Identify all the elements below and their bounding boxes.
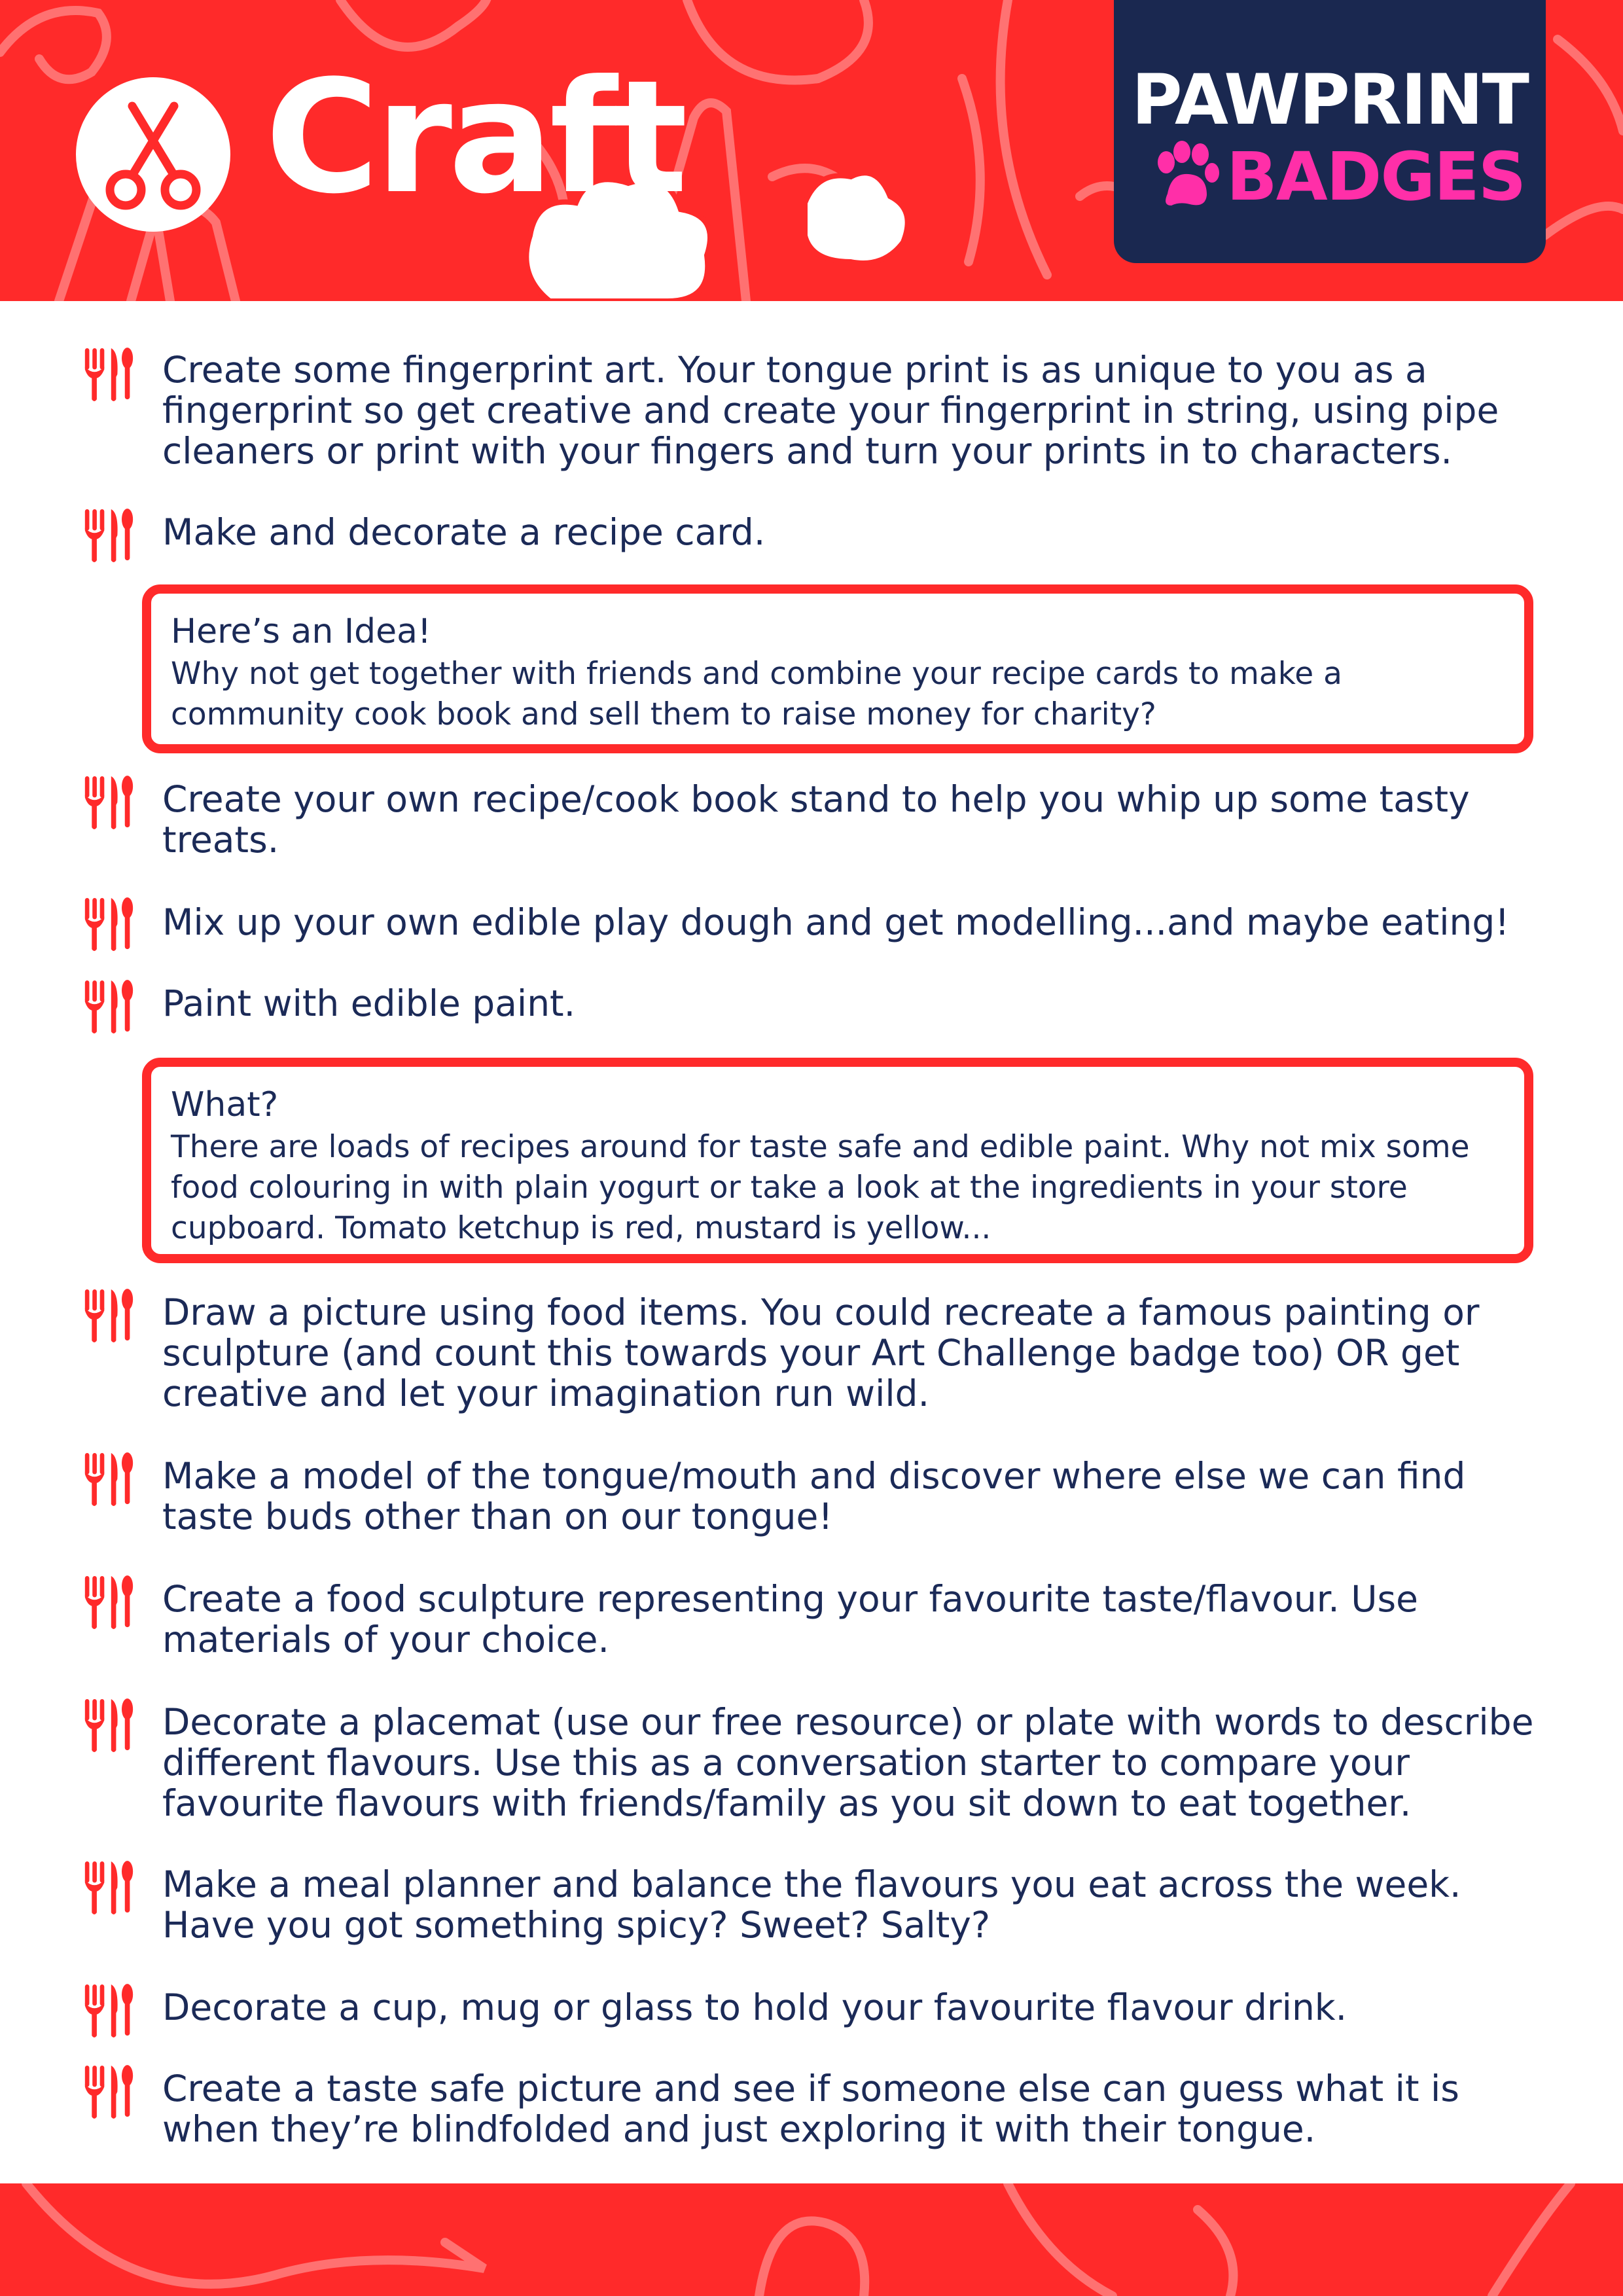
list-item: Decorate a cup, mug or glass to hold your favourite flavour drink.	[162, 1986, 1347, 2028]
cutlery-icon	[82, 507, 135, 565]
list-item: Decorate a placemat (use our free resource) or plate with words to describe different flavours. Use this as a conversation starter to compare your favourite flavours with friends/family as you sit down to eat together.	[162, 1701, 1534, 1824]
cutlery-icon	[82, 346, 135, 404]
scissors-icon-badge	[76, 77, 230, 232]
cutlery-icon	[82, 774, 135, 833]
list-item: Create some fingerprint art. Your tongue print is as unique to you as a fingerprint so get creative and create your fingerprint in string, using pipe cleaners or print with your fingers and turn your prints in to characters.	[162, 349, 1499, 472]
list-item: Create a taste safe picture and see if someone else can guess what it is when they’re blindfolded and just exploring it with their tongue.	[162, 2068, 1459, 2150]
callout-body: There are loads of recipes around for taste safe and edible paint. Why not mix some food colouring in with plain yogurt or take a look at the ingredients in your store cupboard. Tomato ketchup is red, mustard is yellow...	[171, 1129, 1470, 1246]
brand-line-badges: BADGES	[1226, 138, 1525, 216]
list-item: Create your own recipe/cook book stand to help you whip up some tasty treats.	[162, 778, 1470, 861]
cutlery-icon	[82, 1696, 135, 1755]
cutlery-icon	[82, 1287, 135, 1346]
list-item: Make a meal planner and balance the flavours you eat across the week. Have you got something spicy? Sweet? Salty?	[162, 1863, 1461, 1946]
callout-title: Here’s an Idea!	[171, 612, 431, 651]
list-item: Draw a picture using food items. You could recreate a famous painting or sculpture (and count this towards your Art Challenge badge too) OR get creative and let your imagination run wild.	[162, 1291, 1480, 1414]
scissors-icon	[76, 77, 230, 232]
what-callout	[142, 1058, 1533, 1263]
cutlery-icon	[82, 1859, 135, 1918]
callout-title: What?	[171, 1085, 279, 1124]
cutlery-icon	[82, 1573, 135, 1632]
cutlery-icon	[82, 895, 135, 954]
doodle-background	[0, 2183, 1623, 2296]
list-item: Make a model of the tongue/mouth and discover where else we can find taste buds other than on our tongue!	[162, 1455, 1466, 1537]
paw-icon	[1152, 140, 1220, 211]
cutlery-icon	[82, 1982, 135, 2041]
cutlery-icon	[82, 1450, 135, 1509]
cutlery-icon	[82, 2063, 135, 2122]
cutlery-icon	[82, 978, 135, 1037]
list-item: Mix up your own edible play dough and get modelling...and maybe eating!	[162, 901, 1510, 943]
page-title: Craft	[265, 47, 684, 228]
brand-logo	[1114, 0, 1546, 263]
header-banner	[0, 0, 1623, 301]
callout-body: Why not get together with friends and combine your recipe cards to make a community cook book and sell them to raise money for charity?	[171, 656, 1342, 732]
idea-callout	[142, 584, 1533, 753]
list-item: Create a food sculpture representing your favourite taste/flavour. Use materials of your choice.	[162, 1578, 1419, 1660]
brand-line-pawprint: PAWPRINT	[1132, 60, 1528, 140]
list-item: Paint with edible paint.	[162, 982, 576, 1024]
list-item: Make and decorate a recipe card.	[162, 511, 766, 553]
footer-banner	[0, 2183, 1623, 2296]
